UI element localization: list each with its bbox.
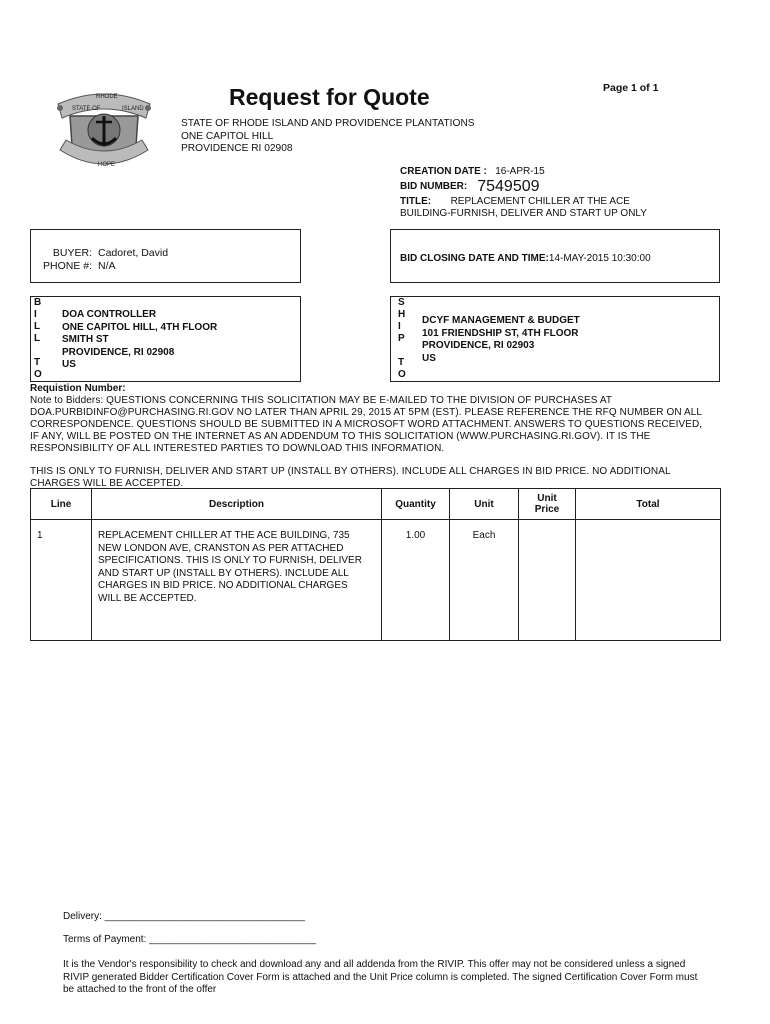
agency-street: ONE CAPITOL HILL xyxy=(181,130,274,142)
state-seal-logo xyxy=(50,82,158,174)
row-unit: Each xyxy=(450,520,519,641)
row-unit-price-field[interactable] xyxy=(519,520,576,641)
bid-title-line2: BUILDING-FURNISH, DELIVER AND START UP ONLY xyxy=(400,208,647,219)
agency-address xyxy=(181,118,475,156)
page-indicator: Page 1 of 1 xyxy=(603,82,659,94)
svg-text:RHODE: RHODE xyxy=(96,94,118,100)
bid-closing xyxy=(400,253,651,264)
row-total-field[interactable] xyxy=(576,520,721,641)
note-to-bidders: Note to Bidders: QUESTIONS CONCERNING THIS SOLICITATION MAY BE E-MAILED TO THE DIVISION OF PURCHASES AT DOA.PURBIDINFO@PURCHASING.RI.GOV NO LATER THAN APRIL 29, 2015 AT 5PM (EST). PLEASE REFERENCE THE RFQ NUMBER ON ALL CORRESPONDENCE. QUESTIONS SHOULD BE SUBMITTED IN A MICROSOFT WORD ATTACHMENT. ANSWERS TO QUESTIONS RECEIVED, IF ANY, WILL BE POSTED ON THE INTERNET AS AN ADDENDUM TO THIS SOLICITATION (WWW.PURCHASING.RI.GOV). IT IS THE RESPONSIBILITY OF ALL INTERESTED PARTIES TO DOWNLOAD THIS INFORMATION. xyxy=(30,395,703,454)
vendor-responsibility-note: It is the Vendor's responsibility to check and download any and all addenda from the RIVIP. This offer may not be considered unless a signed RIVIP generated Bidder Certification Cover Form is attached and the Unit Price column is completed. The signed Certification Cover Form must be attached to the front of the offer xyxy=(63,959,698,995)
delivery-field[interactable]: Delivery: ____________________________________ xyxy=(63,911,305,922)
col-unit-header: Unit xyxy=(450,489,519,520)
scope-note: THIS IS ONLY TO FURNISH, DELIVER AND START UP (INSTALL BY OTHERS). INCLUDE ALL CHARGES IN BID PRICE. NO ADDITIONAL CHARGES WILL BE ACCEPTED. xyxy=(30,466,671,489)
creation-date: 16-APR-15 xyxy=(495,166,545,177)
phone-label: PHONE #: xyxy=(42,259,92,272)
agency-city: PROVIDENCE RI 02908 xyxy=(181,143,293,154)
table-row xyxy=(31,520,721,641)
col-quantity-header: Quantity xyxy=(382,489,450,520)
row-quantity: 1.00 xyxy=(382,520,450,641)
title-label: TITLE: xyxy=(400,196,432,207)
buyer-info xyxy=(40,247,168,272)
col-unit-price-header: Unit Price xyxy=(519,489,576,520)
row-description: REPLACEMENT CHILLER AT THE ACE BUILDING, 735 NEW LONDON AVE, CRANSTON AS PER ATTACHED SPECIFICATIONS. THIS IS ONLY TO FURNISH, DELIVER AND START UP (INSTALL BY OTHERS). INCLUDE ALL CHARGES IN BID PRICE. NO ADDITIONAL CHARGES WILL BE ACCEPTED. xyxy=(92,520,382,641)
closing-label: BID CLOSING DATE AND TIME: xyxy=(400,253,549,264)
svg-text:STATE OF: STATE OF xyxy=(72,106,101,112)
bid-number-label: BID NUMBER: xyxy=(400,181,468,192)
document-title: Request for Quote xyxy=(229,84,430,110)
row-line-number: 1 xyxy=(31,520,92,641)
buyer-name: Cadoret, David xyxy=(98,247,169,259)
bid-meta xyxy=(400,166,647,220)
creation-date-label: CREATION DATE : xyxy=(400,166,487,177)
closing-datetime: 14-MAY-2015 10:30:00 xyxy=(548,253,651,264)
col-line-header: Line xyxy=(31,489,92,520)
svg-text:ISLAND: ISLAND xyxy=(122,106,144,112)
terms-of-payment-field[interactable]: Terms of Payment: ______________________________ xyxy=(63,934,316,945)
bid-title-line1: REPLACEMENT CHILLER AT THE ACE xyxy=(450,196,630,207)
col-total-header: Total xyxy=(576,489,721,520)
col-description-header: Description xyxy=(92,489,382,520)
table-header-row xyxy=(31,489,721,520)
requisition-label: Requistion Number: xyxy=(30,383,126,394)
bid-number: 7549509 xyxy=(477,178,540,195)
ship-to-vertical-label: S H I P T O xyxy=(398,297,406,380)
bill-to-address: DOA CONTROLLER ONE CAPITOL HILL, 4TH FLOOR SMITH ST PROVIDENCE, RI 02908 US xyxy=(62,309,218,370)
line-items-table xyxy=(30,488,721,641)
buyer-label: BUYER: xyxy=(52,247,92,259)
buyer-phone: N/A xyxy=(98,259,116,272)
ship-to-address: DCYF MANAGEMENT & BUDGET 101 FRIENDSHIP ST, 4TH FLOOR PROVIDENCE, RI 02903 US xyxy=(422,315,580,364)
svg-text:HOPE: HOPE xyxy=(98,162,116,168)
agency-name: STATE OF RHODE ISLAND AND PROVIDENCE PLANTATIONS xyxy=(181,118,475,129)
bill-to-vertical-label: B I L L T O xyxy=(34,297,42,380)
